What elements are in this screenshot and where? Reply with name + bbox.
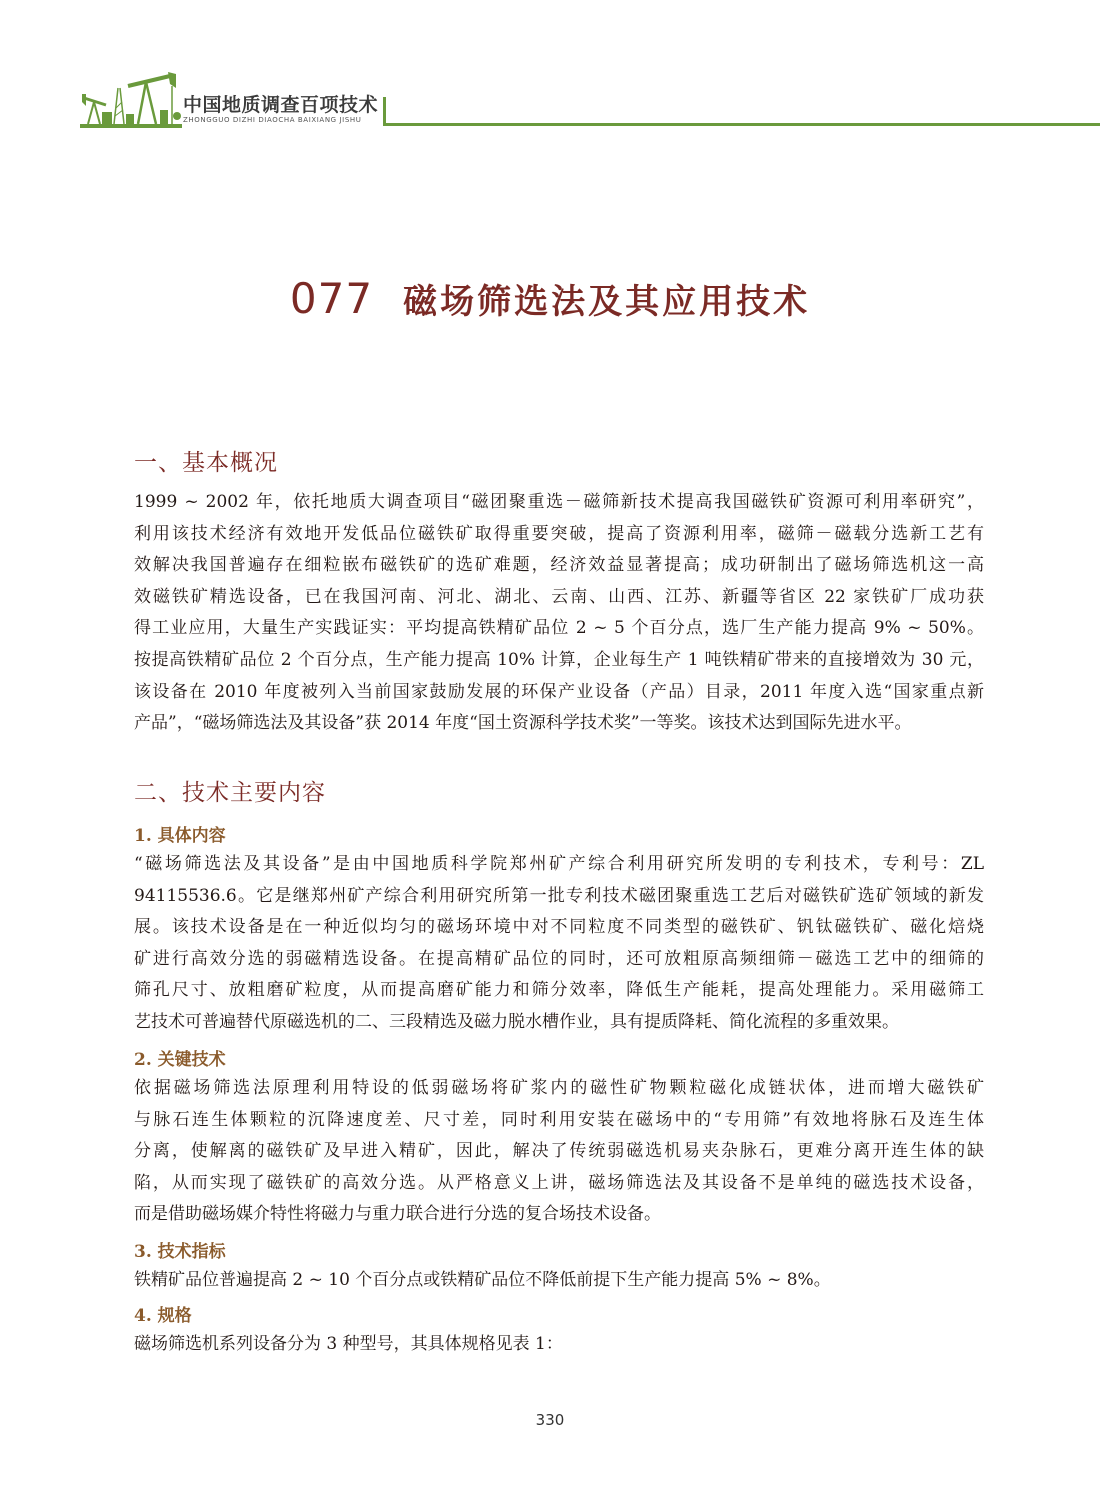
specifications-paragraph xyxy=(134,1329,984,1361)
text-line: 该设备在 2010 年度被列入当前国家鼓励发展的环保产业设备（产品）目录，2011 年度入选“国家重点新 xyxy=(134,681,984,702)
text-line: 矿进行高效分选的弱磁精选设备。在提高精矿品位的同时，还可放粗原高频细筛－磁选工艺中的细筛的 xyxy=(134,948,984,969)
subsection-heading-specific-content: 1. 具体内容 xyxy=(134,826,226,846)
series-title: 中国地质调查百项技术 xyxy=(183,94,379,116)
header-rule xyxy=(383,123,1100,126)
text-line: 艺技术可普遍替代原磁选机的二、三段精选及磁力脱水槽作业，具有提质降耗、简化流程的多重效果。 xyxy=(134,1011,899,1032)
header-divider xyxy=(383,97,386,125)
text-line: 而是借助磁场媒介特性将磁力与重力联合进行分选的复合场技术设备。 xyxy=(134,1204,661,1225)
subsection-heading-specifications: 4. 规格 xyxy=(134,1306,192,1326)
text-line: 展。该技术设备是在一种近似均匀的磁场环境中对不同粒度不同类型的磁铁矿、钒钛磁铁矿、磁化焙烧 xyxy=(134,917,984,938)
series-subtitle: ZHONGGUO DIZHI DIAOCHA BAIXIANG JISHU xyxy=(183,116,362,124)
text-line: 分离，使解离的磁铁矿及早进入精矿，因此，解决了传统弱磁选机易夹杂脉石，更难分离开连生体的缺 xyxy=(134,1141,984,1162)
text-line: 利用该技术经济有效地开发低品位磁铁矿取得重要突破，提高了资源利用率，磁筛－磁载分选新工艺有 xyxy=(134,523,984,544)
text-line: 94115536.6。它是继郑州矿产综合利用研究所第一批专利技术磁团聚重选工艺后对磁铁矿选矿领域的新发 xyxy=(134,885,984,906)
text-line: 陷，从而实现了磁铁矿的高效分选。从严格意义上讲，磁场筛选法及其设备不是单纯的磁选技术设备， xyxy=(134,1172,984,1193)
text-line: “磁场筛选法及其设备”是由中国地质科学院郑州矿产综合利用研究所发明的专利技术，专利号：ZL xyxy=(134,854,984,874)
text-line: 得工业应用，大量生产实践证实：平均提高铁精矿品位 2 ~ 5 个百分点，选厂生产能力提高 9% ~ 50%。 xyxy=(134,618,984,639)
technical-indicators-paragraph xyxy=(134,1265,984,1297)
chapter-title xyxy=(0,274,1100,323)
text-line: 效磁铁矿精选设备，已在我国河南、河北、湖北、云南、山西、江苏、新疆等省区 22 家铁矿厂成功获 xyxy=(134,586,984,607)
text-line: 按提高铁精矿品位 2 个百分点，生产能力提高 10% 计算，企业每生产 1 吨铁精矿带来的直接增效为 30 元， xyxy=(134,649,984,670)
oil-pump-landscape-icon xyxy=(80,72,182,130)
text-line: 与脉石连生体颗粒的沉降速度差、尺寸差，同时利用安装在磁场中的“专用筛”有效地将脉石及连生体 xyxy=(134,1109,984,1130)
text-line: 1999 ~ 2002 年，依托地质大调查项目“磁团聚重选－磁筛新技术提高我国磁铁矿资源可利用率研究”， xyxy=(134,492,984,512)
key-technology-paragraph xyxy=(134,1073,984,1231)
text-line: 效解决我国普遍存在细粒嵌布磁铁矿的选矿难题，经济效益显著提高；成功研制出了磁场筛选机这一高 xyxy=(134,555,984,576)
chapter-name: 磁场筛选法及其应用技术 xyxy=(403,282,811,322)
subsection-heading-key-technology: 2. 关键技术 xyxy=(134,1050,226,1070)
page-header xyxy=(0,0,1100,140)
page-number: 330 xyxy=(535,1411,565,1429)
specific-content-paragraph xyxy=(134,849,984,1039)
text-line: 筛孔尺寸、放粗磨矿粒度，从而提高磨矿能力和筛分效率，降低生产能耗，提高处理能力。采用磁筛工 xyxy=(134,980,984,1001)
section-heading-overview: 一、基本概况 xyxy=(134,450,278,476)
section-heading-main-content: 二、技术主要内容 xyxy=(134,780,326,806)
text-line: 磁场筛选机系列设备分为 3 种型号，其具体规格见表 1： xyxy=(134,1334,563,1354)
text-line: 依据磁场筛选法原理利用特设的低弱磁场将矿浆内的磁性矿物颗粒磁化成链状体，进而增大磁铁矿 xyxy=(134,1078,984,1098)
text-line: 铁精矿品位普遍提高 2 ~ 10 个百分点或铁精矿品位不降低前提下生产能力提高 5% ~ 8%。 xyxy=(134,1270,831,1290)
chapter-number: 077 xyxy=(289,274,374,323)
text-line: 产品”，“磁场筛选法及其设备”获 2014 年度“国土资源科学技术奖”一等奖。该技术达到国际先进水平。 xyxy=(134,713,912,734)
overview-paragraph xyxy=(134,487,984,740)
subsection-heading-technical-indicators: 3. 技术指标 xyxy=(134,1242,226,1262)
